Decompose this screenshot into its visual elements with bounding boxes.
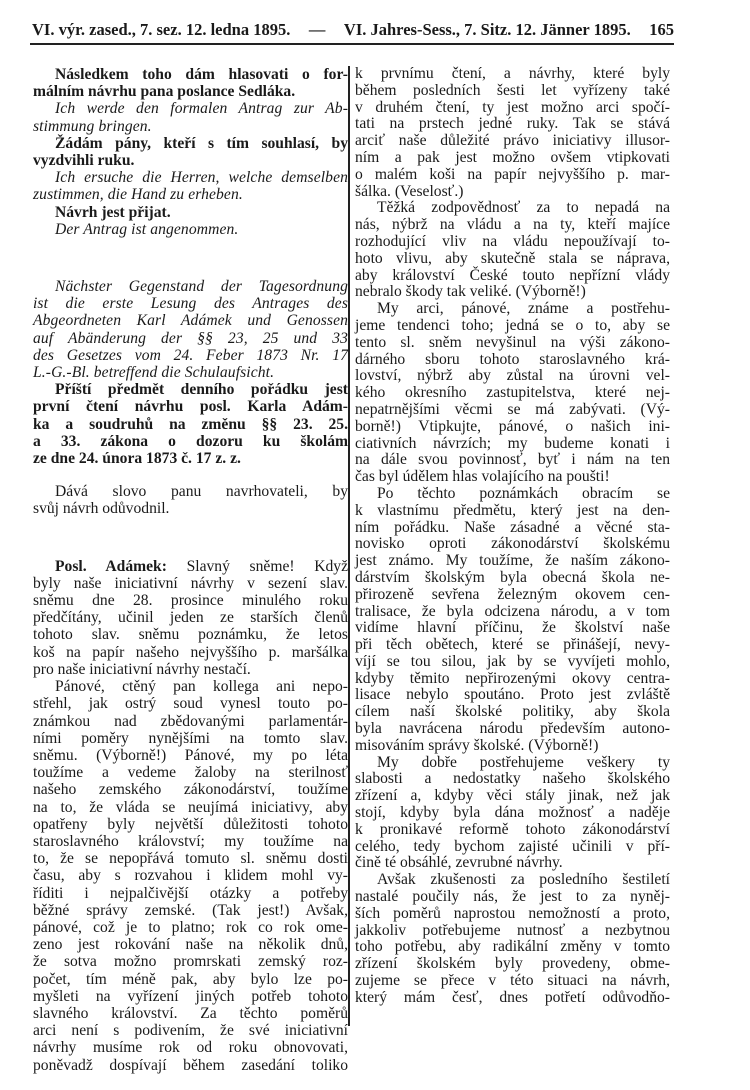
header-czech: VI. výr. zased., 7. sez. 12. ledna 1895. [32,20,291,39]
line-text: na to, že vláda se neujímá iniciativy, aby [33,798,348,816]
header-german: VI. Jahres-Sess., 7. Sitz. 12. Jänner 1895. [343,20,631,39]
text-line [355,923,670,940]
paragraph [33,135,348,169]
text-line [33,450,348,467]
line-text: tati na prstech jedné ruky. Tak se stává [355,115,670,133]
line-text: borně!) Vtipkujte, pánové, o našich ini- [355,417,670,435]
line-text: Následkem toho dám hlasovati o for- [55,66,348,83]
line-text: Po těchto poznámkách obracím se [377,484,670,502]
line-text: Avšak zkušenosti za posledního šestiletí [377,871,670,889]
text-line [33,558,348,575]
right-column [355,66,670,1007]
line-text: během posledních šesti let vyřízeny také [355,81,670,99]
line-text: přirozeně sevřena železným okovem cen- [355,585,670,603]
page-number: 165 [649,20,674,39]
line-text: zřízení a, kdyby věci stály jinak, než jak [355,787,670,805]
text-line [355,872,670,889]
line-text: a 33. zákona o dozoru ku školám [33,432,348,450]
text-line [355,704,670,721]
line-text: ka a soudruhů na změnu §§ 23. 25. [33,415,348,433]
line-text: Příští předmět denního pořádku jest [55,381,348,399]
paragraph [33,483,348,517]
line-text: Návrh jest přijat. [55,203,171,221]
line-text: kdyby těmito nepřirozenými okovy centra- [355,669,670,687]
line-text: zeno jest rokování naše na několik dnů, [33,936,348,954]
line-text: sněmu dne 28. prosince minulého roku [33,592,348,610]
text-line [33,816,348,833]
line-text: první čtení návrhu posl. Karla Adám- [33,398,348,416]
text-line [33,902,348,919]
text-line [355,301,670,318]
line-text: myšleti na vyřízení jiných potřeb tohoto [33,987,348,1005]
text-line [355,352,670,369]
text-line [355,738,670,755]
line-text: des Gesetzes vom 24. Feber 1873 Nr. 17 [33,346,348,364]
line-text: celého, tedy bychom zajisté učinili v pří- [355,837,670,855]
text-line [33,1022,348,1039]
text-line [355,452,670,469]
line-text: lisace nebylo spoutáno. Proto jest zvláště [355,686,670,704]
line-text: ním a pak jest možno ovšem vtipkovati [355,148,670,166]
text-line [33,833,348,850]
text-line [33,1039,348,1056]
text-line [33,66,348,83]
text-line [355,385,670,402]
text-line [33,592,348,609]
line-text: Abgeordneten Karl Adámek und Genossen [33,312,348,330]
text-line [33,781,348,798]
line-text: svůj návrh odůvodnil. [33,500,170,518]
line-text: Der Antrag ist angenommen. [55,220,239,238]
line-text: pro naše iniciativní návrhy nestačí. [33,660,251,678]
line-text: počet, tím méně pak, aby bylo lze po- [33,970,348,988]
text-line [33,988,348,1005]
text-line [355,66,670,83]
text-line [355,100,670,117]
text-line [33,730,348,747]
text-line [355,990,670,1007]
line-text: ciativních návrzích; my budeme konati i [355,434,670,452]
line-text: Těžká zodpovědnosť za to nepadá na [377,199,670,217]
header-dash: — [308,20,326,39]
line-text: Žádám pány, kteří s tím souhlasí, by [55,134,348,152]
text-line [355,755,670,772]
text-line [33,330,348,347]
line-text: čině té obsáhlé, zevrubné návrhy. [355,854,563,872]
line-text: pánové, což je to platno; rok co rok ome- [33,918,348,936]
line-text: k vlastnímu předmětu, který jest na den- [355,501,670,519]
line-text: toužíme a vedeme žaloby na sterilnosť [33,764,348,782]
text-line [33,850,348,867]
text-line [355,234,670,251]
line-text: Pánové, ctěný pan kollega ani nepo- [55,678,348,696]
text-line [355,503,670,520]
text-line [355,906,670,923]
line-text: našeho zemského zákonodárství, toužíme [33,781,348,799]
line-text: novisko oproti zákonodárství školskému [355,535,670,553]
line-text: jest známo. My toužíme, že naším zákono- [355,552,670,570]
text-line [33,1005,348,1022]
text-line [33,500,348,517]
line-text: slabosti a nedostatky našeho školského [355,770,670,788]
line-text: tento sl. sněm nevyšinul na výši zákono- [355,333,670,351]
line-text: aby království České touto nepřízní vlády [355,266,670,284]
line-text: koš na papír našeho nejvyššího p. maršálka [33,643,348,661]
line-text: vyzdvihli ruku. [33,152,135,170]
line-text: slavného království. Za těchto poměrů [33,1004,348,1022]
line-text: návrhy musíme rok od roku obnovovati, [33,1039,348,1057]
line-text: Slavný sněme! Když [166,557,348,575]
line-text: My dobře postřehujeme veškery ty [377,753,670,771]
line-text: dárného sboru tohoto staroslavného krá- [355,350,670,368]
line-text: k pronikavé reformě tohoto zákonodárství [355,820,670,838]
paragraph [33,278,348,381]
line-text: dárstvím školským byla obecná škola ne- [355,568,670,586]
line-text: předčítány, učinil jeden ze starších členů [33,609,348,627]
line-text: kého okresního zastupitelstva, které nej- [355,384,670,402]
line-text: běžné správy zemské. (Tak jest!) Avšak, [33,901,348,919]
text-line [33,799,348,816]
paragraph [355,755,670,873]
line-text: ze dne 24. února 1873 č. 17 z. z. [33,450,241,468]
text-line [355,167,670,184]
paragraph [33,169,348,203]
text-line [33,867,348,884]
text-line [33,695,348,712]
line-text: Dává slovo panu navrhovateli, by [55,483,348,501]
text-line [33,169,348,186]
line-text: toho potřebu, aby radikální změny v tomto [355,938,670,956]
paragraph [33,381,348,467]
text-line [33,936,348,953]
text-line [33,953,348,970]
text-line [33,575,348,592]
line-text: Nächster Gegenstand der Tagesordnung [55,278,348,296]
line-text: střehl, jak ostrý soud vynesl touto po- [33,695,348,713]
line-text: lovství, nýbrž aby zůstal na úrovni vel- [355,367,670,385]
line-text: nastalé poučily nás, že jest to za nyněj- [355,888,670,906]
line-text: zujeme se přece v této situaci na návrh, [355,972,670,990]
text-line [33,919,348,936]
line-text: ších poměrů naprostou nemožností a proto, [355,904,670,922]
line-text: víjí se tou silou, jak by se vyvíjeti mohlo, [355,652,670,670]
line-text: v druhém čtení, ty jest možno arci spočí- [355,98,670,116]
line-text: šálka. (Veselosť.) [355,182,464,200]
line-text: čas byl údělem hlas volajícího na poušti! [355,468,610,486]
line-text: nebralo škody tak veliké. (Výborně!) [355,283,586,301]
text-line [355,486,670,503]
text-line [33,661,348,678]
line-text: o malém koši na papír nejvyššího p. mar- [355,165,670,183]
line-text: známkou nad zbědovanými parlamentár- [33,712,348,730]
line-text: Ich werde den formalen Antrag zur Ab- [55,100,348,118]
paragraph [33,66,348,100]
text-line [33,626,348,643]
text-line [355,788,670,805]
text-line [355,855,670,872]
line-text: auf Abänderung der §§ 23, 25 und 33 [33,329,348,347]
text-line [355,771,670,788]
text-line [33,347,348,364]
text-line [355,402,670,419]
text-line [33,747,348,764]
text-line [355,520,670,537]
text-line [33,609,348,626]
line-text: že sotva možno promrskati zemský roz- [33,953,348,971]
text-line [355,805,670,822]
line-text: arciť naše důležité právo iniciativy illusor- [355,132,670,150]
text-line [33,885,348,902]
paragraph [355,301,670,486]
paragraph [355,200,670,301]
line-text: opatřeny byly největší důležitosti tohoto [33,815,348,833]
text-line [355,284,670,301]
paragraph [33,678,348,1074]
line-text: říditi i nejpalčivější otázky a potřeby [33,884,348,902]
line-text: jakkoliv potřebujeme nutnosť a nezbytnou [355,921,670,939]
text-line [33,100,348,117]
text-line [33,483,348,500]
line-text: cílem naší školské politiky, aby škola [355,703,670,721]
paragraph [33,204,348,221]
text-line [355,604,670,621]
line-text: jeme tendenci toho; jedná se o to, aby se [355,316,670,334]
line-text: na dále svou povinnosť, byť i nám na ten [355,451,670,469]
line-text: ním pořádku. Naše zásadné a věcné sta- [355,518,670,536]
text-line [355,620,670,637]
line-text: stimmung bringen. [33,117,152,135]
paragraph [33,100,348,134]
text-line [33,364,348,381]
text-line [355,335,670,352]
text-line [33,713,348,730]
line-text: hoto vlivu, aby skutečně stala se náprava, [355,249,670,267]
text-line [33,433,348,450]
text-line [355,133,670,150]
text-line [33,204,348,221]
text-line [33,135,348,152]
text-line [33,295,348,312]
text-line [33,644,348,661]
line-text: My arci, pánové, známe a postřehu- [377,300,670,318]
text-line [33,971,348,988]
line-text: zřízení školském byly provedeny, obme- [355,955,670,973]
text-line [355,637,670,654]
header-rule [30,43,674,45]
line-text: L.-G.-Bl. betreffend die Schulaufsicht. [33,364,275,382]
line-text: to, že se nepopřává tomuto sl. sněmu dosti [33,850,348,868]
text-line [355,553,670,570]
text-line [355,116,670,133]
line-text: stojí, kdyby byla dána možnosť a naděje [355,804,670,822]
text-line [33,278,348,295]
text-line [33,83,348,100]
paragraph [355,486,670,755]
left-column [33,66,348,1074]
line-text: rozhodující vliv na vládu nepoužívají to- [355,232,670,250]
text-line [355,318,670,335]
text-line [355,368,670,385]
text-line [33,678,348,695]
line-text: zustimmen, die Hand zu erheben. [33,186,243,204]
text-line [355,83,670,100]
text-line [33,118,348,135]
line-text: arci není s podivením, že své iniciativní [33,1022,348,1040]
text-line [355,419,670,436]
text-line [355,956,670,973]
paragraph [355,872,670,1006]
column-divider [348,66,350,1026]
text-line [355,939,670,956]
text-line [355,536,670,553]
paragraph [33,221,348,238]
line-text: staroslavného království; my toužíme na [33,832,348,850]
paragraph [355,66,670,200]
line-text: nepatrnějšími věcmi se má zabývati. (Vý- [355,400,670,418]
line-text: ními poměry nynějšími na tomto slav. [33,729,348,747]
line-text: misováním správy školské. (Výborně!) [355,736,599,754]
text-line [33,1057,348,1074]
text-line [355,721,670,738]
line-text: při těch obětech, které se přinášejí, nevy- [355,636,670,654]
line-text: Ich ersuche die Herren, welche demselben [55,169,348,187]
text-line [355,469,670,486]
line-text: ist die erste Lesung des Antrages des [33,295,348,313]
line-text: času, aby s rozvahou i klidem mohl vy- [33,867,348,885]
line-text: málním návrhu pana poslance Sedláka. [33,83,296,101]
text-line [355,570,670,587]
text-line [355,654,670,671]
text-line [355,268,670,285]
line-text: k prvnímu čtení, a návrhy, které byly [355,65,670,82]
text-line [33,186,348,203]
paragraph [33,558,348,678]
line-text: tohoto slav. sněmu poznámku, že letos [33,626,348,644]
text-line [355,150,670,167]
line-text: tralisace, že byla odcizena národu, a v tom [355,602,670,620]
line-text: byly naše iniciativní návrhy v sezení slav. [33,574,348,592]
text-line [355,839,670,856]
text-line [355,436,670,453]
text-line [355,587,670,604]
text-line [33,764,348,781]
text-line [355,687,670,704]
line-text: vidíme hlavní příčinu, že školství naše [355,619,670,637]
text-line [355,217,670,234]
line-text: poněvadž dospívají během zasedání toliko [33,1056,348,1074]
text-line [355,671,670,688]
text-line [355,889,670,906]
text-line [355,184,670,201]
line-text: který mám česť, dnes potřetí odůvodňo- [355,988,670,1006]
text-line [33,398,348,415]
text-line [355,251,670,268]
line-text: nás, nýbrž na vládu a na ty, kteří majíce [355,216,670,234]
line-text: byla navrácena národu především autono- [355,720,670,738]
text-line [33,312,348,329]
line-text: sněmu. (Výborně!) Pánové, my po léta [33,746,348,764]
text-line [33,152,348,169]
text-line [355,822,670,839]
speaker-name: Posl. Adámek: [55,557,167,575]
text-line [33,221,348,238]
text-line [355,973,670,990]
text-line [33,381,348,398]
text-line [355,200,670,217]
text-line [33,416,348,433]
running-header [32,20,674,40]
